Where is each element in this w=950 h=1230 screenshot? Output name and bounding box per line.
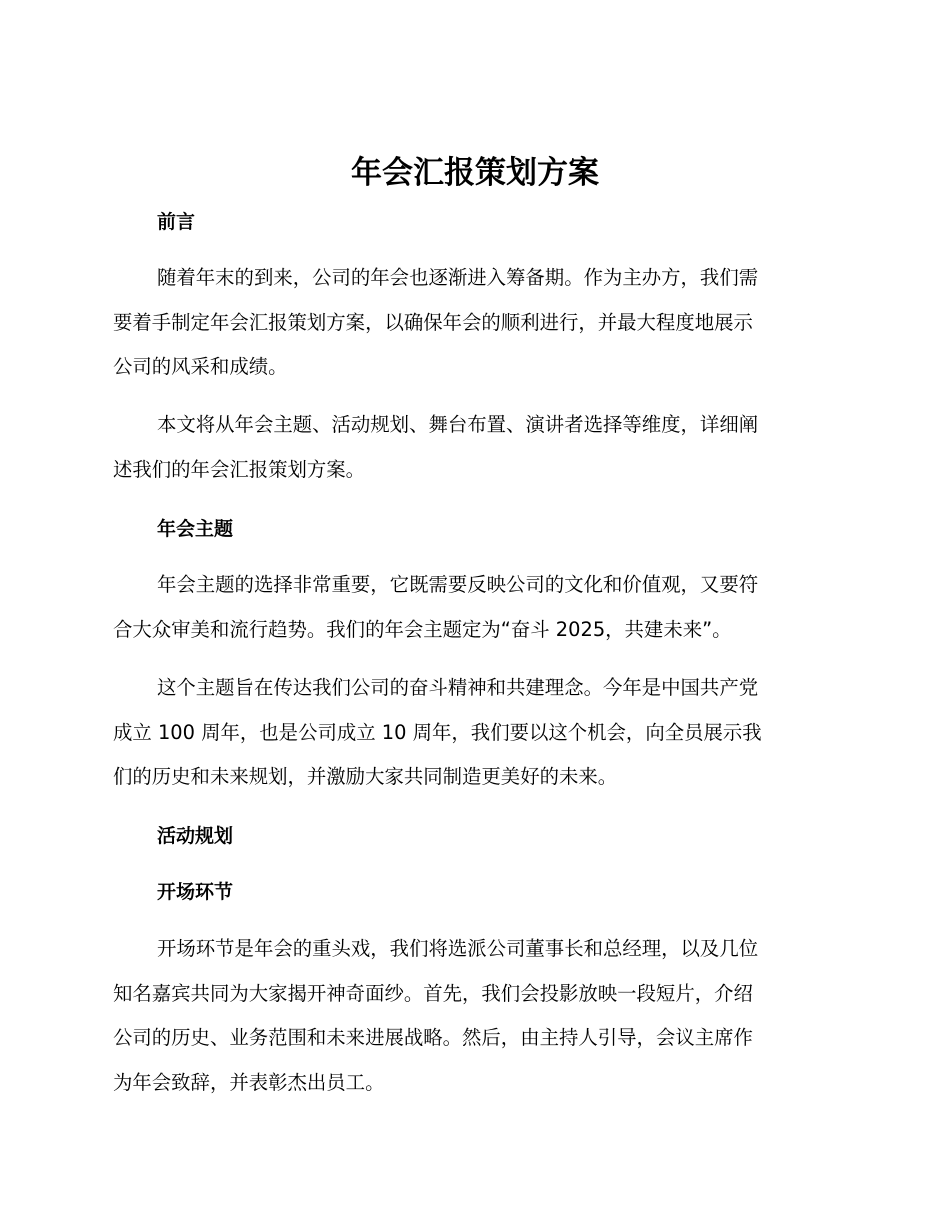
paragraph-line: 合大众审美和流行趋势。我们的年会主题定为“奋斗 2025，共建未来”。 — [113, 617, 732, 641]
paragraph-line: 述我们的年会汇报策划方案。 — [113, 457, 366, 481]
paragraph-line: 知名嘉宾共同为大家揭开神奇面纱。首先，我们会投影放映一段短片，介绍 — [113, 981, 753, 1005]
section-heading-theme: 年会主题 — [157, 518, 234, 540]
document-title: 年会汇报策划方案 — [351, 155, 599, 191]
paragraph-line: 这个主题旨在传达我们公司的奋斗精神和共建理念。今年是中国共产党 — [157, 676, 759, 699]
paragraph-theme-1 — [113, 563, 873, 652]
paragraph-line: 要着手制定年会汇报策划方案，以确保年会的顺利进行，并最大程度地展示 — [113, 310, 753, 334]
paragraph-line: 随着年末的到来，公司的年会也逐渐进入筹备期。作为主办方，我们需 — [157, 266, 759, 289]
paragraph-line: 公司的历史、业务范围和未来进展战略。然后，由主持人引导，会议主席作 — [113, 1026, 753, 1049]
section-heading-preface: 前言 — [157, 211, 196, 233]
paragraph-opening-1 — [113, 927, 873, 1105]
paragraph-line: 年会主题的选择非常重要，它既需要反映公司的文化和价值观，又要符 — [157, 573, 759, 596]
paragraph-preface-2 — [113, 403, 873, 492]
paragraph-preface-1 — [113, 256, 873, 390]
section-heading-opening: 开场环节 — [157, 881, 234, 903]
paragraph-line: 为年会致辞，并表彰杰出员工。 — [113, 1070, 385, 1094]
paragraph-line: 成立 100 周年，也是公司成立 10 周年，我们要以这个机会，向全员展示我 — [113, 720, 762, 744]
paragraph-theme-2 — [113, 666, 873, 800]
paragraph-line: 们的历史和未来规划，并激励大家共同制造更美好的未来。 — [113, 765, 618, 788]
paragraph-line: 公司的风采和成绩。 — [113, 355, 288, 378]
paragraph-line: 开场环节是年会的重头戏，我们将选派公司董事长和总经理，以及几位 — [157, 937, 759, 960]
paragraph-line: 本文将从年会主题、活动规划、舞台布置、演讲者选择等维度，详细阐 — [157, 413, 759, 436]
section-heading-activity-planning: 活动规划 — [157, 825, 234, 847]
